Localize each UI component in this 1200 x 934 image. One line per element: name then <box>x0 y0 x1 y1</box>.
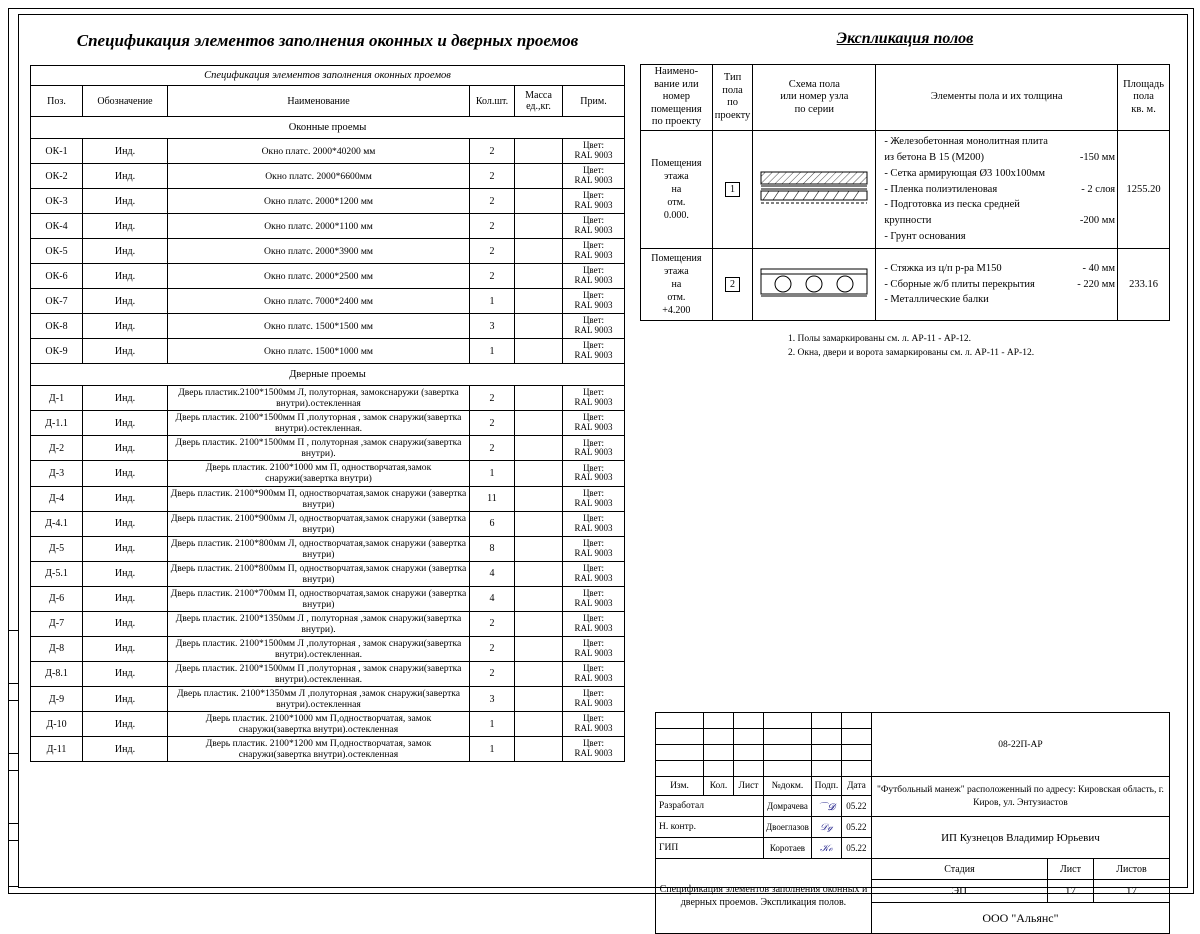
row-name: Дверь пластик. 2100*1500мм П ,полуторная , замок снаружи(завертка внутри).остекленная. <box>168 661 470 686</box>
table-row <box>31 264 625 289</box>
row-mass <box>515 139 563 164</box>
table-row <box>31 511 625 536</box>
table-row <box>31 239 625 264</box>
table-row <box>31 687 625 712</box>
row-pos: ОК-9 <box>31 339 83 364</box>
spec-section-windows: Оконные проемы <box>31 117 625 139</box>
stamp-col-podp: Подп. <box>811 777 841 796</box>
table-row <box>31 536 625 561</box>
table-row <box>31 712 625 737</box>
row-pos: Д-2 <box>31 436 83 461</box>
floor-element-line: - Сборные ж/б плиты перекрытия - 220 мм <box>884 278 1116 290</box>
row-name: Окно платс. 2000*2500 мм <box>168 264 470 289</box>
stamp-grid-cell <box>704 761 734 777</box>
row-qty: 1 <box>470 461 515 486</box>
row-designation: Инд. <box>83 411 168 436</box>
row-qty: 2 <box>470 386 515 411</box>
table-row <box>31 289 625 314</box>
table-row <box>31 737 625 762</box>
row-note: Цвет: RAL 9003 <box>563 339 625 364</box>
stamp-grid-cell <box>811 745 841 761</box>
row-pos: Д-1 <box>31 386 83 411</box>
row-mass <box>515 737 563 762</box>
row-qty: 1 <box>470 289 515 314</box>
row-mass <box>515 661 563 686</box>
floor-element-line: - Пленка полиэтиленовая - 2 слоя <box>884 183 1116 195</box>
stamp-stage-value: ЭП <box>871 880 1047 903</box>
row-name: Дверь пластик.2100*1500мм Л, полуторная, замокснаружи (завертка внутри).остекленная <box>168 386 470 411</box>
table-row <box>31 314 625 339</box>
row-qty: 3 <box>470 687 515 712</box>
row-pos: ОК-7 <box>31 289 83 314</box>
row-qty: 2 <box>470 636 515 661</box>
row-name: Дверь пластик. 2100*1000 мм П, одностворчатая,замок снаружи(завертка внутри) <box>168 461 470 486</box>
floor-element-line: - Сетка армирующая Ø3 100х100мм <box>884 167 1045 179</box>
floor-row <box>641 130 1170 248</box>
floor-scheme <box>753 248 876 320</box>
stamp-grid-cell <box>734 761 764 777</box>
row-mass <box>515 436 563 461</box>
stamp-list-value: 17 <box>1048 880 1094 903</box>
row-qty: 6 <box>470 511 515 536</box>
stamp-sheets-header: Листов <box>1094 859 1170 880</box>
row-qty: 2 <box>470 214 515 239</box>
row-designation: Инд. <box>83 139 168 164</box>
row-name: Окно платс. 2000*1100 мм <box>168 214 470 239</box>
row-designation: Инд. <box>83 339 168 364</box>
stamp-grid-cell <box>764 729 812 745</box>
spec-header-1: Обозначение <box>83 86 168 117</box>
row-note: Цвет: RAL 9003 <box>563 289 625 314</box>
stamp-sheet-title: Спецификация элементов заполнения оконных и дверных проемов. Экспликация полов. <box>656 859 872 934</box>
row-mass <box>515 511 563 536</box>
row-mass <box>515 239 563 264</box>
row-note: Цвет: RAL 9003 <box>563 511 625 536</box>
row-pos: Д-4 <box>31 486 83 511</box>
floor-header-room: Наимено- вание или номер помещения по проекту <box>641 65 713 131</box>
row-designation: Инд. <box>83 536 168 561</box>
row-designation: Инд. <box>83 386 168 411</box>
row-pos: ОК-8 <box>31 314 83 339</box>
floor-element-line: - Подготовка из песка средней <box>884 199 1020 211</box>
row-mass <box>515 386 563 411</box>
row-pos: ОК-5 <box>31 239 83 264</box>
spec-header-3: Кол.шт. <box>470 86 515 117</box>
row-designation: Инд. <box>83 712 168 737</box>
row-note: Цвет: RAL 9003 <box>563 239 625 264</box>
row-qty: 2 <box>470 189 515 214</box>
row-mass <box>515 164 563 189</box>
table-row <box>31 164 625 189</box>
stamp-col-izm: Изм. <box>656 777 704 796</box>
floor-element-line: - Стяжка из ц/п р-ра М150 - 40 мм <box>884 262 1116 274</box>
floor-area: 233.16 <box>1118 248 1170 320</box>
row-mass <box>515 636 563 661</box>
row-mass <box>515 461 563 486</box>
row-qty: 2 <box>470 239 515 264</box>
row-note: Цвет: RAL 9003 <box>563 687 625 712</box>
row-name: Окно платс. 2000*40200 мм <box>168 139 470 164</box>
row-designation: Инд. <box>83 214 168 239</box>
row-note: Цвет: RAL 9003 <box>563 461 625 486</box>
row-mass <box>515 586 563 611</box>
row-mass <box>515 712 563 737</box>
stamp-grid-cell <box>841 761 871 777</box>
row-mass <box>515 536 563 561</box>
row-note: Цвет: RAL 9003 <box>563 661 625 686</box>
stamp-object: "Футбольный манеж" расположенный по адресу: Кировская область, г. Киров, ул. Энтузиастов <box>871 777 1169 817</box>
row-pos: Д-6 <box>31 586 83 611</box>
row-note: Цвет: RAL 9003 <box>563 411 625 436</box>
row-note: Цвет: RAL 9003 <box>563 164 625 189</box>
table-row <box>31 486 625 511</box>
row-designation: Инд. <box>83 586 168 611</box>
floor-elements <box>876 248 1118 320</box>
row-pos: Д-1.1 <box>31 411 83 436</box>
floor-header-scheme: Схема пола или номер узла по серии <box>753 65 876 131</box>
stamp-role-2: ГИП <box>656 838 764 859</box>
row-qty: 11 <box>470 486 515 511</box>
row-designation: Инд. <box>83 636 168 661</box>
stamp-date-1: 05.22 <box>841 817 871 838</box>
row-name: Окно платс. 2000*6600мм <box>168 164 470 189</box>
stamp-grid-cell <box>841 745 871 761</box>
table-row <box>31 436 625 461</box>
row-name: Окно платс. 2000*1200 мм <box>168 189 470 214</box>
row-qty: 2 <box>470 264 515 289</box>
stamp-grid-cell <box>841 729 871 745</box>
floor-element-line: - Металлические балки <box>884 294 989 306</box>
stamp-grid-cell <box>656 745 704 761</box>
row-note: Цвет: RAL 9003 <box>563 536 625 561</box>
row-qty: 4 <box>470 586 515 611</box>
row-mass <box>515 264 563 289</box>
stamp-grid-cell <box>656 761 704 777</box>
row-qty: 2 <box>470 611 515 636</box>
row-qty: 1 <box>470 712 515 737</box>
row-designation: Инд. <box>83 189 168 214</box>
stamp-grid-cell <box>734 729 764 745</box>
row-note: Цвет: RAL 9003 <box>563 214 625 239</box>
row-note: Цвет: RAL 9003 <box>563 712 625 737</box>
row-pos: Д-4.1 <box>31 511 83 536</box>
row-note: Цвет: RAL 9003 <box>563 189 625 214</box>
table-row <box>31 386 625 411</box>
page-title-left: Спецификация элементов заполнения оконных и дверных проемов <box>76 31 579 50</box>
row-name: Дверь пластик. 2100*900мм П, одностворчатая,замок снаружи (завертка внутри) <box>168 486 470 511</box>
row-name: Окно платс. 7000*2400 мм <box>168 289 470 314</box>
title-block-table <box>655 712 1170 934</box>
floor-type: 2 <box>712 248 753 320</box>
stamp-role-1: Н. контр. <box>656 817 764 838</box>
stamp-customer: ИП Кузнецов Владимир Юрьевич <box>871 817 1169 859</box>
row-qty: 4 <box>470 561 515 586</box>
stamp-grid-cell <box>704 729 734 745</box>
row-pos: ОК-3 <box>31 189 83 214</box>
margin-tick-2 <box>8 700 19 754</box>
row-qty: 2 <box>470 164 515 189</box>
floor-scheme-2-icon <box>755 263 873 303</box>
row-pos: ОК-4 <box>31 214 83 239</box>
specification-table <box>30 65 625 762</box>
row-name: Дверь пластик. 2100*1500мм Л ,полуторная , замок снаружи(завертка внутри).остекленная. <box>168 636 470 661</box>
stamp-signature-1: 𝒟ℊ <box>811 817 841 838</box>
row-name: Дверь пластик. 2100*800мм Л, одностворчатая,замок снаружи (завертка внутри) <box>168 536 470 561</box>
stamp-sheets-value: 17 <box>1094 880 1170 903</box>
stamp-col-kol: Кол. <box>704 777 734 796</box>
row-mass <box>515 561 563 586</box>
row-name: Дверь пластик. 2100*1500мм П ,полуторная , замок снаружи(завертка внутри).остекленная. <box>168 411 470 436</box>
row-pos: Д-11 <box>31 737 83 762</box>
row-name: Дверь пластик. 2100*1200 мм П,одностворчатая, замок снаружи(завертка внутри).остекленная <box>168 737 470 762</box>
row-qty: 2 <box>470 661 515 686</box>
table-row <box>31 139 625 164</box>
note-line: 2. Окна, двери и ворота замаркированы см. л. АР-11 - АР-12. <box>788 347 1035 358</box>
stamp-grid-cell <box>811 761 841 777</box>
stamp-name-0: Домрачева <box>764 796 812 817</box>
stamp-date-2: 05.22 <box>841 838 871 859</box>
table-row <box>31 189 625 214</box>
row-qty: 2 <box>470 436 515 461</box>
stamp-signature-2: 𝒦ℴ <box>811 838 841 859</box>
floor-header-elements: Элементы пола и их толщина <box>876 65 1118 131</box>
row-designation: Инд. <box>83 561 168 586</box>
row-mass <box>515 289 563 314</box>
row-mass <box>515 411 563 436</box>
floor-room: Помещения этажа на отм. 0.000. <box>641 130 713 248</box>
row-pos: ОК-1 <box>31 139 83 164</box>
spec-header-4: Масса ед.,кг. <box>515 86 563 117</box>
stamp-col-list: Лист <box>734 777 764 796</box>
table-row <box>31 586 625 611</box>
row-mass <box>515 339 563 364</box>
spec-section-doors: Дверные проемы <box>31 364 625 386</box>
row-note: Цвет: RAL 9003 <box>563 486 625 511</box>
row-pos: Д-7 <box>31 611 83 636</box>
note-line: 1. Полы замаркированы см. л. АР-11 - АР-12. <box>788 333 972 344</box>
table-row <box>31 214 625 239</box>
stamp-grid-cell <box>841 713 871 729</box>
row-note: Цвет: RAL 9003 <box>563 386 625 411</box>
stamp-role-0: Разработал <box>656 796 764 817</box>
row-pos: ОК-2 <box>31 164 83 189</box>
row-qty: 2 <box>470 139 515 164</box>
spec-header-0: Поз. <box>31 86 83 117</box>
row-qty: 1 <box>470 339 515 364</box>
stamp-grid-cell <box>656 729 704 745</box>
stamp-signature-0: ⌒𝓓 <box>811 796 841 817</box>
row-name: Дверь пластик. 2100*1500мм П , полуторная ,замок снаружи(завертка внутри). <box>168 436 470 461</box>
row-pos: Д-8.1 <box>31 661 83 686</box>
spec-header-5: Прим. <box>563 86 625 117</box>
table-row <box>31 636 625 661</box>
row-designation: Инд. <box>83 264 168 289</box>
row-mass <box>515 486 563 511</box>
margin-tick-4 <box>8 840 19 887</box>
stamp-grid-cell <box>656 713 704 729</box>
stamp-grid-cell <box>811 713 841 729</box>
floor-scheme <box>753 130 876 248</box>
spec-header-2: Наименование <box>168 86 470 117</box>
row-note: Цвет: RAL 9003 <box>563 636 625 661</box>
floor-elements <box>876 130 1118 248</box>
title-block <box>655 712 1170 934</box>
margin-tick-3 <box>8 770 19 824</box>
row-designation: Инд. <box>83 239 168 264</box>
row-designation: Инд. <box>83 511 168 536</box>
row-qty: 1 <box>470 737 515 762</box>
row-designation: Инд. <box>83 737 168 762</box>
row-designation: Инд. <box>83 289 168 314</box>
row-pos: Д-5.1 <box>31 561 83 586</box>
floor-table <box>640 64 1170 321</box>
stamp-grid-cell <box>811 729 841 745</box>
row-designation: Инд. <box>83 661 168 686</box>
stamp-code: 08-22П-АР <box>871 713 1169 777</box>
row-name: Дверь пластик. 2100*1350мм Л , полуторная ,замок снаружи(завертка внутри). <box>168 611 470 636</box>
row-pos: ОК-6 <box>31 264 83 289</box>
floor-area: 1255.20 <box>1118 130 1170 248</box>
stamp-grid-cell <box>764 761 812 777</box>
floor-type: 1 <box>712 130 753 248</box>
floor-explication-block <box>640 30 1170 361</box>
floor-scheme-1-icon <box>755 168 873 208</box>
table-row <box>31 561 625 586</box>
row-pos: Д-5 <box>31 536 83 561</box>
row-qty: 3 <box>470 314 515 339</box>
row-note: Цвет: RAL 9003 <box>563 561 625 586</box>
row-note: Цвет: RAL 9003 <box>563 436 625 461</box>
stamp-grid-cell <box>704 713 734 729</box>
stamp-grid-cell <box>764 745 812 761</box>
floor-header-type: Тип пола по проекту <box>712 65 753 131</box>
specification-block <box>30 30 625 762</box>
floor-header-area: Площадь пола кв. м. <box>1118 65 1170 131</box>
row-mass <box>515 611 563 636</box>
row-name: Дверь пластик. 2100*700мм П, одностворчатая,замок снаружи (завертка внутри) <box>168 586 470 611</box>
row-designation: Инд. <box>83 687 168 712</box>
row-pos: Д-9 <box>31 687 83 712</box>
floor-notes <box>640 333 1170 361</box>
stamp-grid-cell <box>734 713 764 729</box>
table-row <box>31 661 625 686</box>
row-name: Дверь пластик. 2100*1000 мм П,одностворчатая, замок снаружи(завертка внутри).остекленная <box>168 712 470 737</box>
row-mass <box>515 189 563 214</box>
row-note: Цвет: RAL 9003 <box>563 737 625 762</box>
row-note: Цвет: RAL 9003 <box>563 611 625 636</box>
floor-element-line: - Железобетонная монолитная плита <box>884 136 1048 148</box>
row-pos: Д-10 <box>31 712 83 737</box>
row-note: Цвет: RAL 9003 <box>563 314 625 339</box>
row-designation: Инд. <box>83 486 168 511</box>
row-designation: Инд. <box>83 314 168 339</box>
table-row <box>31 339 625 364</box>
table-row <box>31 411 625 436</box>
row-pos: Д-3 <box>31 461 83 486</box>
row-pos: Д-8 <box>31 636 83 661</box>
row-qty: 2 <box>470 411 515 436</box>
row-mass <box>515 214 563 239</box>
floor-row <box>641 248 1170 320</box>
row-name: Дверь пластик. 2100*900мм Л, одностворчатая,замок снаружи (завертка внутри) <box>168 511 470 536</box>
row-mass <box>515 687 563 712</box>
row-mass <box>515 314 563 339</box>
margin-tick-1 <box>8 630 19 684</box>
row-name: Окно платс. 1500*1000 мм <box>168 339 470 364</box>
row-designation: Инд. <box>83 436 168 461</box>
row-designation: Инд. <box>83 611 168 636</box>
stamp-name-1: Двоеглазов <box>764 817 812 838</box>
stamp-col-doc: №докм. <box>764 777 812 796</box>
row-note: Цвет: RAL 9003 <box>563 586 625 611</box>
table-row <box>31 611 625 636</box>
stamp-col-data: Дата <box>841 777 871 796</box>
floor-element-line: крупности -200 мм <box>884 215 1116 227</box>
spec-caption: Спецификация элементов заполнения оконных проемов <box>31 66 625 86</box>
floor-element-line: из бетона В 15 (М200) -150 мм <box>884 152 1116 164</box>
stamp-grid-cell <box>764 713 812 729</box>
stamp-name-2: Коротаев <box>764 838 812 859</box>
stamp-company: ООО "Альянс" <box>871 903 1169 934</box>
stamp-date-0: 05.22 <box>841 796 871 817</box>
stamp-stage-header: Стадия <box>871 859 1047 880</box>
row-note: Цвет: RAL 9003 <box>563 139 625 164</box>
stamp-grid-cell <box>734 745 764 761</box>
stamp-list-header: Лист <box>1048 859 1094 880</box>
table-row <box>31 461 625 486</box>
row-designation: Инд. <box>83 164 168 189</box>
row-designation: Инд. <box>83 461 168 486</box>
row-name: Окно платс. 2000*3900 мм <box>168 239 470 264</box>
row-note: Цвет: RAL 9003 <box>563 264 625 289</box>
row-qty: 8 <box>470 536 515 561</box>
floor-room: Помещения этажа на отм. +4.200 <box>641 248 713 320</box>
page-title-right: Экспликация полов <box>836 30 974 47</box>
floor-element-line: - Грунт основания <box>884 230 966 242</box>
row-name: Дверь пластик. 2100*800мм П, одностворчатая,замок снаружи (завертка внутри) <box>168 561 470 586</box>
stamp-grid-cell <box>704 745 734 761</box>
row-name: Дверь пластик. 2100*1350мм Л ,полуторная ,замок снаружи(завертка внутри).остекленная <box>168 687 470 712</box>
row-name: Окно платс. 1500*1500 мм <box>168 314 470 339</box>
